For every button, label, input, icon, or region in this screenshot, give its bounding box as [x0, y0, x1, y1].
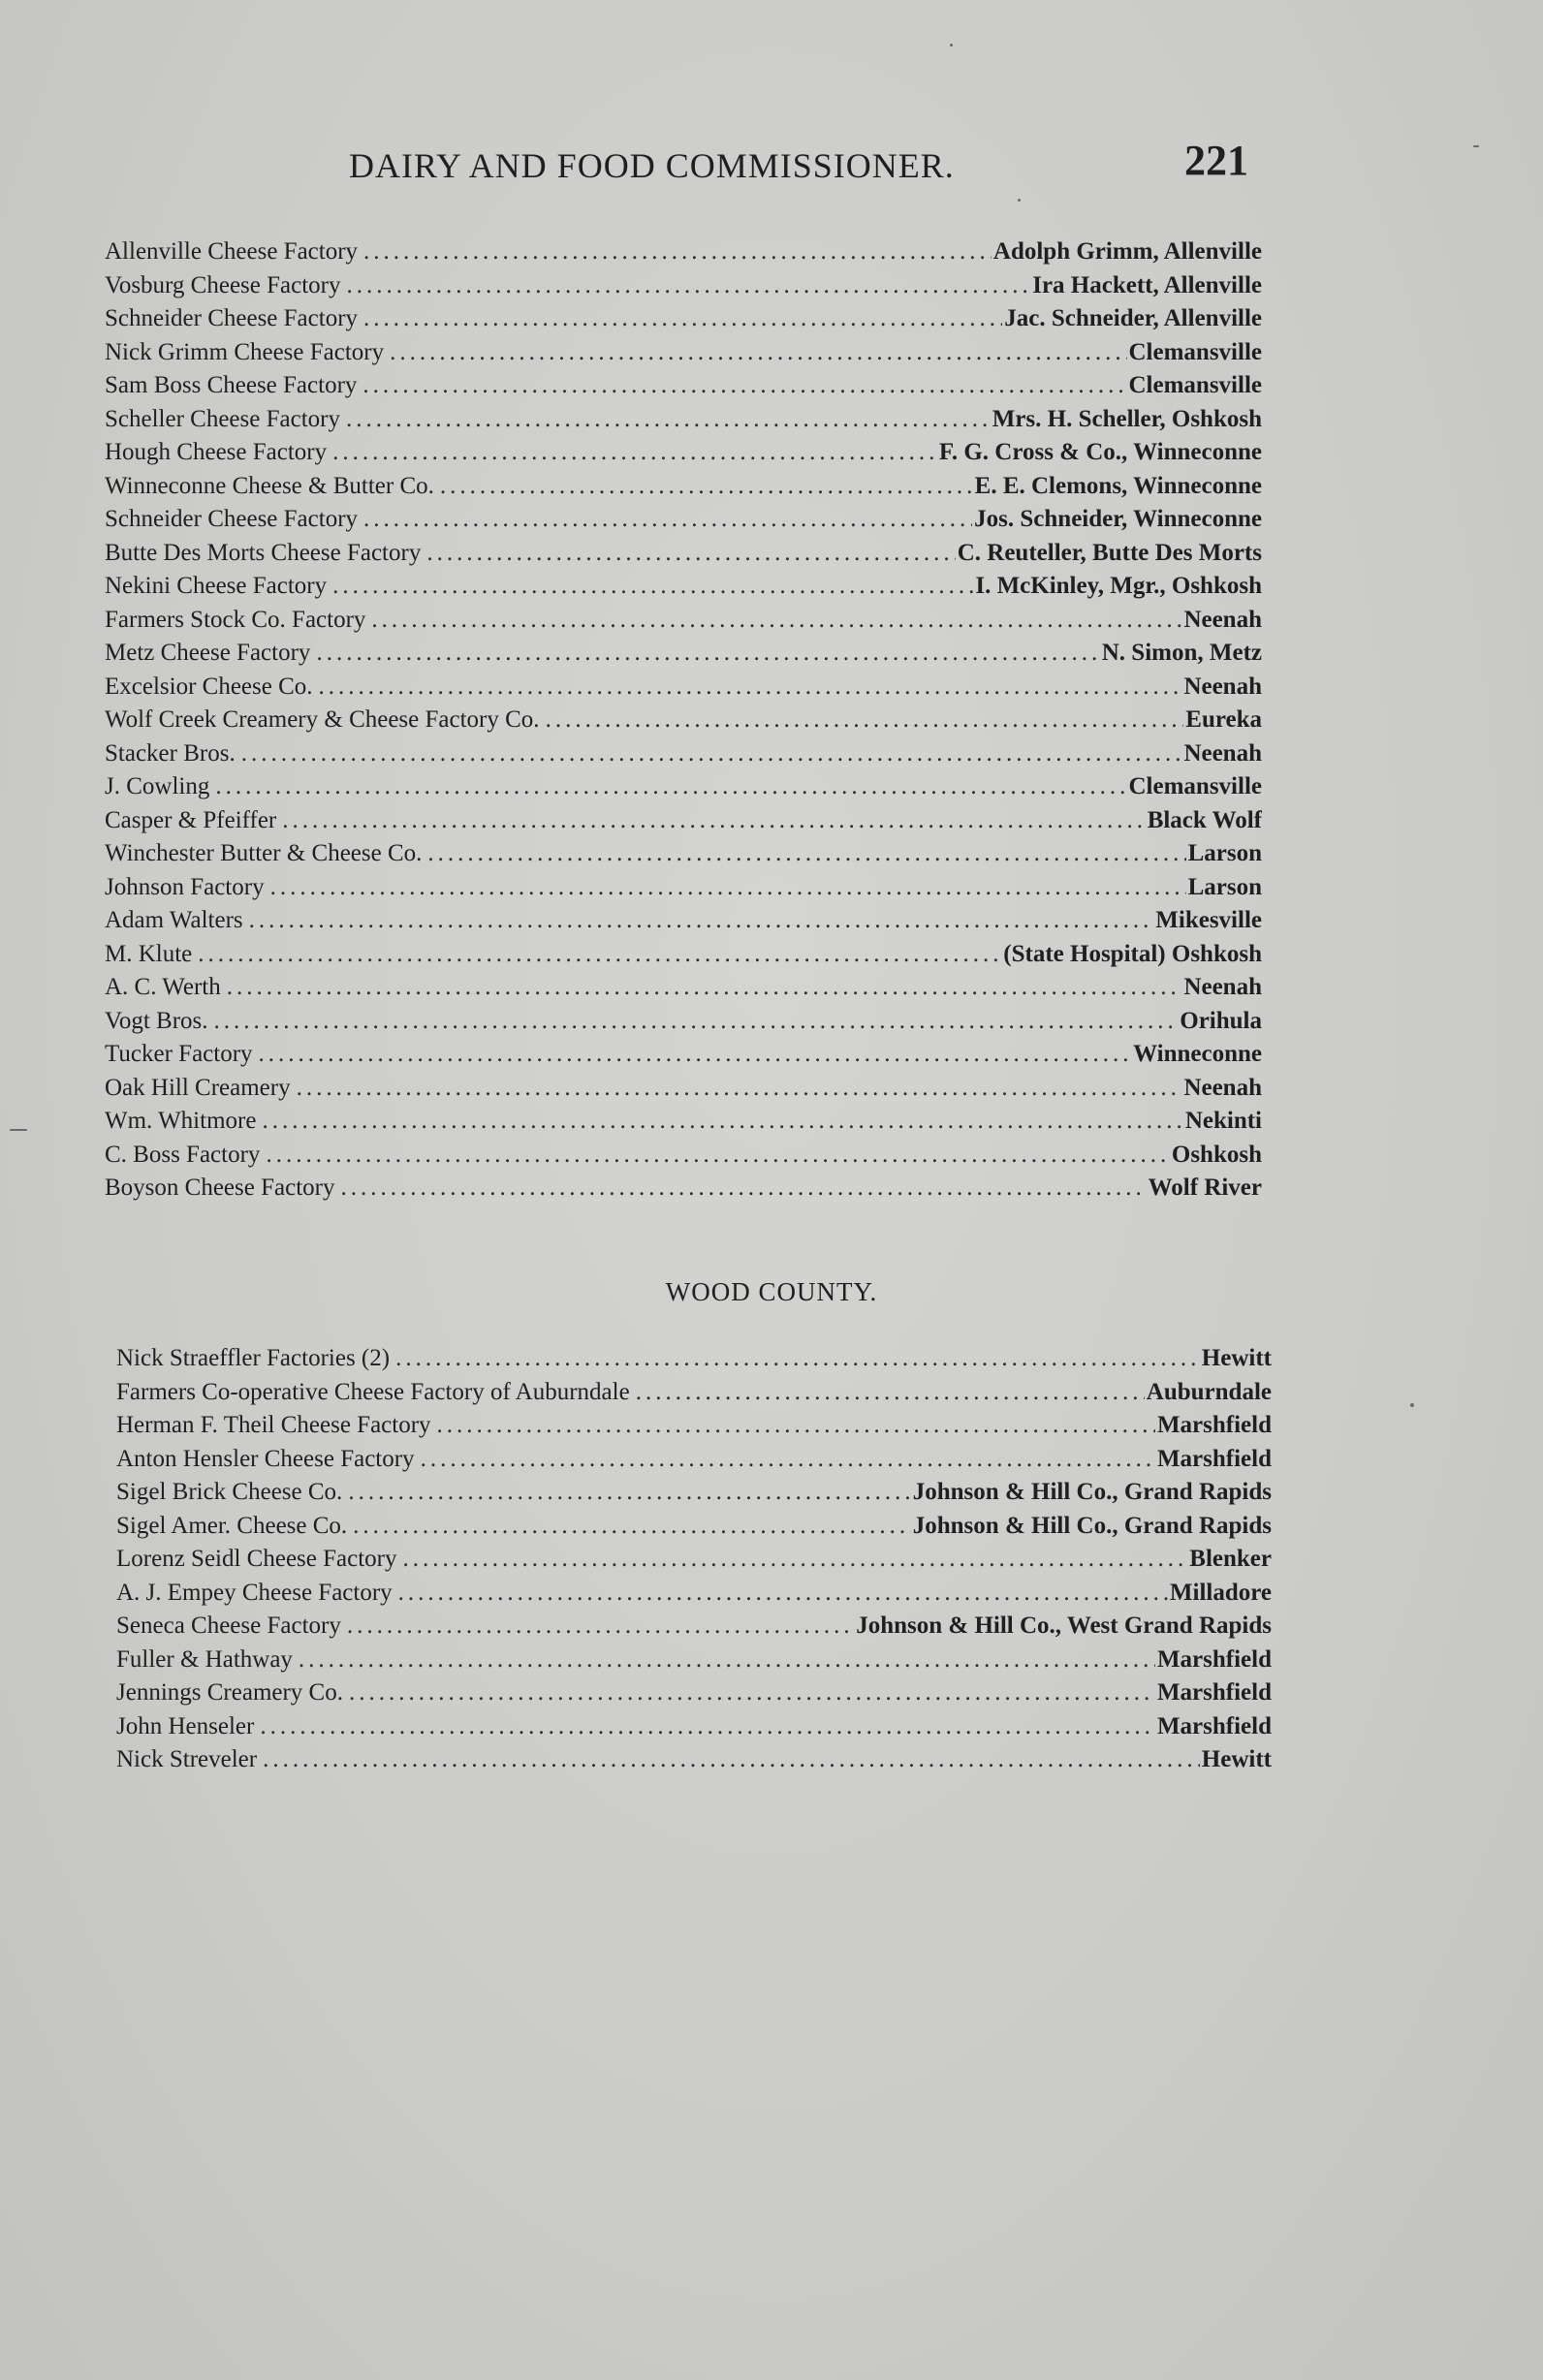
dot-leader: [332, 436, 937, 470]
entry-name: Stacker Bros.: [105, 739, 236, 767]
entry-name: Hough Cheese Factory: [105, 439, 328, 465]
dot-leader: [437, 1409, 1155, 1443]
list-entry: [116, 1543, 1272, 1577]
dot-leader: [299, 1644, 1155, 1677]
dot-leader: [427, 837, 1185, 871]
entry-name: M. Klute: [105, 940, 193, 967]
entry-name: Nick Streveler: [116, 1746, 258, 1772]
dot-leader: [263, 1743, 1200, 1777]
running-head: DAIRY AND FOOD COMMISSIONER.: [349, 146, 955, 185]
entry-name: Anton Hensler Cheese Factory: [116, 1445, 415, 1472]
dot-leader: [316, 637, 1099, 671]
list-entry: [116, 1644, 1272, 1677]
entry-name: Nekini Cheese Factory: [105, 573, 328, 599]
dot-leader: [348, 1476, 910, 1510]
dot-leader: [215, 770, 1126, 804]
entry-place: (State Hospital) Oshkosh: [1003, 940, 1262, 967]
list-entry: [105, 1139, 1262, 1173]
list-entry: [105, 904, 1262, 938]
entry-name: Seneca Cheese Factory: [116, 1613, 341, 1639]
list-entry: [105, 1172, 1262, 1206]
list-entry: [105, 403, 1262, 437]
list-entry: [116, 1443, 1272, 1477]
speck: [10, 1129, 27, 1131]
entry-name: Farmers Co-operative Cheese Factory of Auburndale: [116, 1378, 630, 1405]
entry-place: Mrs. H. Scheller, Oshkosh: [992, 405, 1262, 432]
dot-leader: [395, 1342, 1200, 1376]
dot-leader: [440, 470, 973, 504]
entry-name: Lorenz Seidl Cheese Factory: [116, 1546, 397, 1572]
entry-name: Herman F. Theil Cheese Factory: [116, 1412, 431, 1438]
speck: [1410, 1403, 1414, 1407]
entry-place: Marshfield: [1156, 1445, 1272, 1472]
dot-leader: [297, 1072, 1182, 1106]
entry-place: C. Reuteller, Butte Des Morts: [957, 539, 1262, 566]
entry-place: Clemansville: [1128, 338, 1262, 365]
list-entry: [116, 1409, 1272, 1443]
list-entry: [105, 604, 1262, 638]
entry-name: Tucker Factory: [105, 1041, 253, 1067]
list-entry: [116, 1577, 1272, 1611]
entry-name: Wolf Creek Creamery & Cheese Factory Co.: [105, 706, 540, 733]
dot-leader: [266, 1139, 1169, 1173]
list-entry: [105, 235, 1262, 269]
entry-place: Neenah: [1183, 974, 1262, 1000]
entry-name: Metz Cheese Factory: [105, 640, 311, 666]
entry-place: Adolph Grimm, Allenville: [992, 238, 1262, 265]
entry-place: Marshfield: [1156, 1712, 1272, 1739]
list-entry: [105, 537, 1262, 571]
entry-place: Johnson & Hill Co., Grand Rapids: [912, 1479, 1272, 1505]
entry-place: Larson: [1187, 873, 1262, 900]
entry-place: N. Simon, Metz: [1101, 640, 1262, 666]
dot-leader: [214, 1005, 1179, 1039]
entry-place: E. E. Clemons, Winneconne: [974, 472, 1262, 499]
list-entry: [105, 871, 1262, 905]
entry-name: John Henseler: [116, 1712, 255, 1739]
entry-place: Eureka: [1185, 706, 1262, 733]
dot-leader: [259, 1038, 1132, 1072]
entry-place: Neenah: [1183, 673, 1262, 700]
speck: [950, 44, 953, 47]
dot-leader: [546, 704, 1184, 737]
entry-place: Larson: [1187, 840, 1262, 866]
dot-leader: [349, 1676, 1155, 1710]
factory-list-unnamed-county: [105, 235, 1262, 1206]
entry-place: Clemansville: [1128, 773, 1262, 799]
list-entry: [105, 570, 1262, 604]
dot-leader: [319, 671, 1182, 705]
speck: [1473, 145, 1479, 147]
dot-leader: [353, 1510, 911, 1544]
list-entry: [116, 1676, 1272, 1710]
dot-leader: [403, 1543, 1188, 1577]
dot-leader: [346, 403, 991, 437]
dot-leader: [340, 1172, 1146, 1206]
entry-name: Fuller & Hathway: [116, 1645, 293, 1673]
list-entry: [116, 1743, 1272, 1777]
dot-leader: [241, 737, 1182, 771]
list-entry: [105, 1072, 1262, 1106]
list-entry: [105, 704, 1262, 737]
list-entry: [116, 1510, 1272, 1544]
entry-place: Blenker: [1189, 1546, 1272, 1572]
entry-name: C. Boss Factory: [105, 1141, 261, 1168]
list-entry: [105, 1038, 1262, 1072]
list-entry: [116, 1710, 1272, 1744]
entry-place: Neenah: [1183, 606, 1262, 633]
entry-name: Johnson Factory: [105, 873, 265, 900]
entry-name: Oak Hill Creamery: [105, 1074, 291, 1101]
dot-leader: [260, 1710, 1155, 1744]
dot-leader: [421, 1443, 1155, 1477]
entry-place: Winneconne: [1133, 1041, 1262, 1067]
list-entry: [116, 1376, 1272, 1410]
entry-place: Marshfield: [1156, 1679, 1272, 1706]
list-entry: [105, 671, 1262, 705]
entry-place: Johnson & Hill Co., West Grand Rapids: [856, 1613, 1272, 1639]
entry-place: Ira Hackett, Allenville: [1032, 271, 1262, 298]
page-header: [349, 136, 1260, 194]
dot-leader: [198, 938, 1001, 972]
dot-leader: [371, 604, 1181, 638]
dot-leader: [227, 971, 1182, 1005]
entry-place: Black Wolf: [1147, 806, 1262, 833]
entry-name: Butte Des Morts Cheese Factory: [105, 539, 422, 566]
entry-name: Farmers Stock Co. Factory: [105, 606, 366, 633]
list-entry: [105, 737, 1262, 771]
list-entry: [105, 770, 1262, 804]
entry-place: F. G. Cross & Co., Winneconne: [938, 439, 1262, 465]
list-entry: [105, 637, 1262, 671]
list-entry: [105, 436, 1262, 470]
list-entry: [105, 470, 1262, 504]
entry-place: Jos. Schneider, Winneconne: [974, 506, 1262, 532]
list-entry: [105, 971, 1262, 1005]
entry-name: Scheller Cheese Factory: [105, 405, 340, 432]
entry-place: Marshfield: [1156, 1412, 1272, 1438]
entry-name: Winchester Butter & Cheese Co.: [105, 840, 423, 866]
dot-leader: [363, 235, 992, 269]
dot-leader: [270, 871, 1186, 905]
entry-name: Schneider Cheese Factory: [105, 506, 359, 532]
entry-name: Schneider Cheese Factory: [105, 305, 359, 331]
dot-leader: [332, 570, 973, 604]
list-entry: [105, 369, 1262, 403]
entry-place: Wolf River: [1148, 1174, 1262, 1201]
entry-name: A. J. Empey Cheese Factory: [116, 1579, 393, 1606]
speck: [1018, 199, 1021, 202]
entry-place: Hewitt: [1201, 1746, 1272, 1772]
list-entry: [116, 1610, 1272, 1644]
list-entry: [105, 302, 1262, 336]
entry-place: Mikesville: [1155, 907, 1262, 933]
entry-name: Nick Grimm Cheese Factory: [105, 338, 385, 365]
entry-place: Milladore: [1169, 1579, 1272, 1606]
dot-leader: [636, 1376, 1145, 1410]
entry-place: Oshkosh: [1171, 1141, 1262, 1168]
entry-name: J. Cowling: [105, 773, 210, 799]
dot-leader: [363, 302, 1002, 336]
entry-name: Casper & Pfeiffer: [105, 806, 277, 833]
entry-place: Nekinti: [1184, 1108, 1262, 1134]
entry-name: Jennings Creamery Co.: [116, 1679, 343, 1706]
list-entry: [105, 804, 1262, 838]
entry-name: Sigel Brick Cheese Co.: [116, 1479, 343, 1505]
dot-leader: [347, 1610, 854, 1644]
entry-place: Neenah: [1183, 739, 1262, 767]
list-entry: [116, 1342, 1272, 1376]
list-entry: [105, 938, 1262, 972]
dot-leader: [362, 369, 1126, 403]
list-entry: [105, 336, 1262, 370]
section-title-wood-county: WOOD COUNTY.: [665, 1277, 878, 1306]
factory-list-wood-county: [116, 1342, 1272, 1777]
entry-place: Neenah: [1183, 1074, 1262, 1101]
list-entry: [105, 269, 1262, 303]
entry-place: Clemansville: [1128, 372, 1262, 398]
entry-place: Johnson & Hill Co., Grand Rapids: [912, 1512, 1272, 1539]
entry-name: Sam Boss Cheese Factory: [105, 372, 358, 398]
entry-place: Auburndale: [1146, 1378, 1272, 1405]
list-entry: [105, 1005, 1262, 1039]
list-entry: [105, 1105, 1262, 1139]
entry-name: Sigel Amer. Cheese Co.: [116, 1512, 348, 1539]
dot-leader: [262, 1105, 1182, 1139]
dot-leader: [390, 336, 1126, 370]
entry-place: Orihula: [1180, 1007, 1262, 1034]
entry-place: Jac. Schneider, Allenville: [1004, 305, 1262, 331]
entry-name: Adam Walters: [105, 907, 243, 933]
list-entry: [105, 503, 1262, 537]
dot-leader: [347, 269, 1031, 303]
dot-leader: [426, 537, 955, 571]
entry-name: Wm. Whitmore: [105, 1108, 257, 1134]
entry-place: I. McKinley, Mgr., Oshkosh: [975, 573, 1262, 599]
entry-name: Nick Straeffler Factories (2): [116, 1345, 391, 1371]
entry-place: Marshfield: [1156, 1645, 1272, 1673]
entry-name: Vogt Bros.: [105, 1007, 208, 1034]
dot-leader: [363, 503, 972, 537]
entry-name: A. C. Werth: [105, 974, 221, 1000]
entry-place: Hewitt: [1201, 1345, 1272, 1371]
dot-leader: [282, 804, 1145, 838]
list-entry: [116, 1476, 1272, 1510]
entry-name: Vosburg Cheese Factory: [105, 271, 341, 298]
entry-name: Winneconne Cheese & Butter Co.: [105, 472, 434, 499]
entry-name: Excelsior Cheese Co.: [105, 673, 313, 700]
list-entry: [105, 837, 1262, 871]
entry-name: Allenville Cheese Factory: [105, 238, 359, 265]
dot-leader: [249, 904, 1154, 938]
dot-leader: [398, 1577, 1168, 1611]
entry-name: Boyson Cheese Factory: [105, 1174, 335, 1201]
page-number: 221: [1184, 137, 1248, 184]
